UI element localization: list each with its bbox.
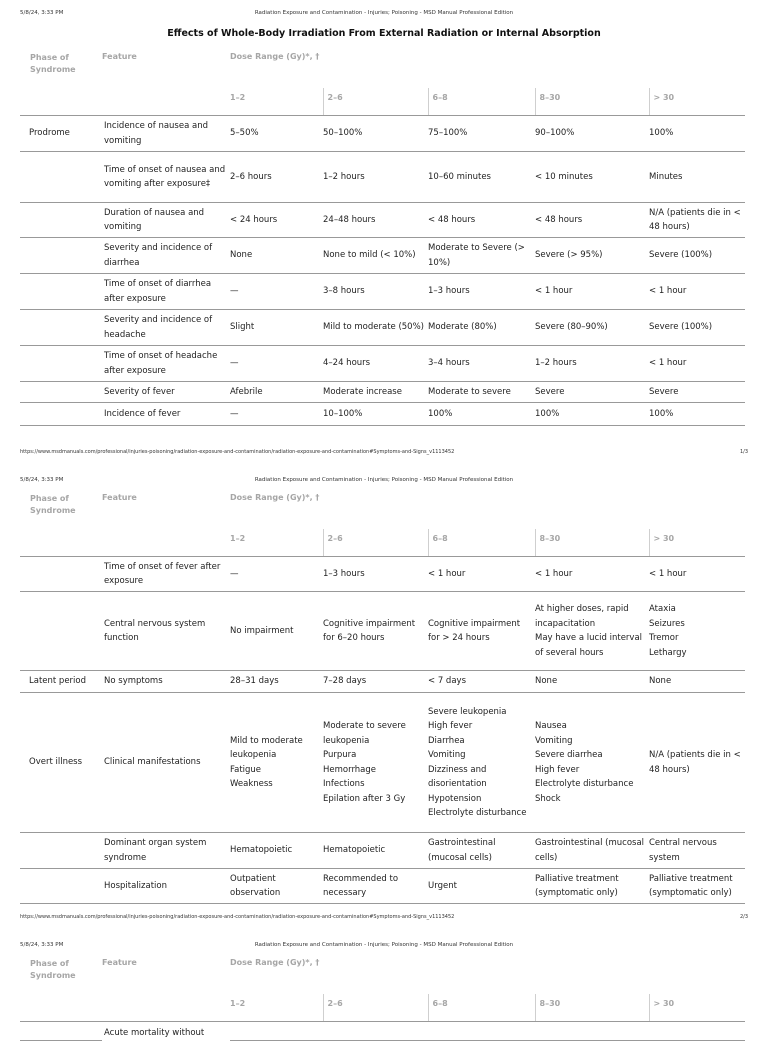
dose-cell: Gastrointestinal (mucosal cells): [535, 833, 649, 869]
dose-cell: Moderate to severe leukopenia Purpura Hemorrhage Infections Epilation after 3 Gy: [323, 693, 428, 833]
print-title: Radiation Exposure and Contamination - Injuries; Poisoning - MSD Manual Professional Edition: [254, 477, 514, 483]
table-row: [20, 346, 745, 382]
table-row: [20, 274, 745, 310]
dose-cell: < 7 days: [428, 671, 535, 693]
feature-cell: Acute mortality without: [104, 1028, 205, 1038]
phase-cell: [20, 833, 102, 869]
dose-cell: 3–8 hours: [323, 274, 428, 310]
header-feature: Feature: [102, 493, 137, 502]
dose-cell: 2–6 hours: [230, 152, 323, 203]
dose-cell: 5–50%: [230, 116, 323, 152]
dose-cell: 1–3 hours: [428, 274, 535, 310]
table-title: Effects of Whole-Body Irradiation From External Radiation or Internal Absorption: [167, 28, 601, 39]
header-feature: Feature: [102, 958, 137, 967]
table-row: [20, 382, 745, 403]
print-footer: [0, 914, 768, 924]
print-date: 5/8/24, 3:33 PM: [20, 942, 64, 948]
dose-cell: Slight: [230, 310, 323, 346]
dose-cell: 28–31 days: [230, 671, 323, 693]
dose-cell: Mild to moderate (50%): [323, 310, 428, 346]
feature-cell: Time of onset of fever after exposure: [102, 557, 230, 592]
dose-cell: Hematopoietic: [323, 833, 428, 869]
feature-cell: Severity of fever: [102, 382, 230, 403]
dose-cell: Cognitive impairment for > 24 hours: [428, 592, 535, 671]
dose-cell: 50–100%: [323, 116, 428, 152]
dose-cell: Severe: [535, 382, 649, 403]
feature-cell: Hospitalization: [102, 869, 230, 904]
dose-cell: < 48 hours: [428, 203, 535, 238]
dose-cell: 7–28 days: [323, 671, 428, 693]
dose-cell: Severe: [649, 382, 745, 403]
table-row: [20, 1022, 745, 1041]
header-feature: Feature: [102, 52, 137, 61]
dose-cell: < 10 minutes: [535, 152, 649, 203]
dose-cell: —: [230, 274, 323, 310]
dose-cell: N/A (patients die in < 48 hours): [649, 693, 745, 833]
phase-cell: [20, 592, 102, 671]
dose-cell: 4–24 hours: [323, 346, 428, 382]
dose-cell: Moderate to severe: [428, 382, 535, 403]
dose-cell: Cognitive impairment for 6–20 hours: [323, 592, 428, 671]
dose-cell: 1–2 hours: [323, 152, 428, 203]
header-range: 2–6: [323, 994, 428, 1022]
print-header: [0, 942, 768, 952]
header-range: 1–2: [230, 88, 323, 116]
table-row: [20, 869, 745, 904]
dose-cell: None to mild (< 10%): [323, 238, 428, 274]
phase-cell: Prodrome: [20, 116, 102, 152]
phase-cell: [20, 403, 102, 426]
phase-cell: [20, 869, 102, 904]
dose-cell: 3–4 hours: [428, 346, 535, 382]
dose-cell: 100%: [649, 403, 745, 426]
dose-cell: None: [649, 671, 745, 693]
header-range: 1–2: [230, 529, 323, 557]
dose-cell: < 1 hour: [649, 557, 745, 592]
print-footer: [0, 449, 768, 459]
feature-cell: Duration of nausea and vomiting: [102, 203, 230, 238]
dose-cell: Nausea Vomiting Severe diarrhea High fever Electrolyte disturbance Shock: [535, 693, 649, 833]
dose-cell: —: [230, 346, 323, 382]
header-range: 1–2: [230, 994, 323, 1022]
dose-cell: < 1 hour: [428, 557, 535, 592]
dose-cell: 1–3 hours: [323, 557, 428, 592]
table-header: [20, 952, 745, 1022]
dose-cell: Afebrile: [230, 382, 323, 403]
header-dose-range: Dose Range (Gy)*, †: [230, 52, 320, 61]
table-row: [20, 152, 745, 203]
feature-cell: Incidence of fever: [102, 403, 230, 426]
header-dose-range: Dose Range (Gy)*, †: [230, 958, 320, 967]
print-date: 5/8/24, 3:33 PM: [20, 10, 64, 16]
dose-cell: Severe leukopenia High fever Diarrhea Vomiting Dizziness and disorientation Hypotension Electrolyte disturbance: [428, 693, 535, 833]
dose-cell: 90–100%: [535, 116, 649, 152]
table-row: [20, 557, 745, 592]
phase-cell: [20, 382, 102, 403]
dose-cell: No impairment: [230, 592, 323, 671]
table-header: [20, 46, 745, 116]
table-row: [20, 238, 745, 274]
dose-cell: Central nervous system: [649, 833, 745, 869]
dose-cell: Severe (> 95%): [535, 238, 649, 274]
header-range: 6–8: [428, 994, 535, 1022]
phase-cell: [20, 274, 102, 310]
feature-cell: Incidence of nausea and vomiting: [102, 116, 230, 152]
dose-cell: 100%: [428, 403, 535, 426]
table-row: [20, 116, 745, 152]
footer-page-number: 2/3: [739, 914, 748, 920]
dose-cell: Severe (100%): [649, 238, 745, 274]
header-range: > 30: [649, 88, 745, 116]
radiation-effects-table-page1: [20, 46, 745, 426]
header-range: 2–6: [323, 529, 428, 557]
phase-cell: Latent period: [20, 671, 102, 693]
print-date: 5/8/24, 3:33 PM: [20, 477, 64, 483]
phase-cell: Overt illness: [20, 693, 102, 833]
dose-cell: At higher doses, rapid incapacitation May have a lucid interval of several hours: [535, 592, 649, 671]
dose-cell: Ataxia Seizures Tremor Lethargy: [649, 592, 745, 671]
radiation-effects-table-page3: [20, 952, 745, 1041]
dose-cell: < 48 hours: [535, 203, 649, 238]
header-range: > 30: [649, 529, 745, 557]
dose-cell: 100%: [649, 116, 745, 152]
phase-cell: [20, 557, 102, 592]
print-header: [0, 477, 768, 487]
phase-cell: [20, 238, 102, 274]
feature-cell: Clinical manifestations: [102, 693, 230, 833]
header-range: 6–8: [428, 529, 535, 557]
phase-cell: [20, 203, 102, 238]
header-phase: Phase of Syndrome: [30, 494, 76, 515]
dose-cell: Mild to moderate leukopenia Fatigue Weakness: [230, 693, 323, 833]
phase-cell: [20, 346, 102, 382]
dose-cell: Recommended to necessary: [323, 869, 428, 904]
table-row: [20, 592, 745, 671]
header-range: 8–30: [535, 88, 649, 116]
dose-cell: Outpatient observation: [230, 869, 323, 904]
print-title: Radiation Exposure and Contamination - Injuries; Poisoning - MSD Manual Professional Edition: [254, 10, 514, 16]
table-row: [20, 671, 745, 693]
dose-cell: Urgent: [428, 869, 535, 904]
dose-cell: < 24 hours: [230, 203, 323, 238]
dose-cell: 10–100%: [323, 403, 428, 426]
dose-cell: 24–48 hours: [323, 203, 428, 238]
feature-cell: No symptoms: [102, 671, 230, 693]
dose-cell: 10–60 minutes: [428, 152, 535, 203]
dose-cell: None: [535, 671, 649, 693]
phase-cell: [20, 152, 102, 203]
header-phase: Phase of Syndrome: [30, 53, 76, 74]
header-range: 8–30: [535, 529, 649, 557]
table-row: [20, 693, 745, 833]
header-phase: Phase of Syndrome: [30, 959, 76, 980]
dose-cell: Moderate increase: [323, 382, 428, 403]
table-row: [20, 403, 745, 426]
dose-cell: None: [230, 238, 323, 274]
feature-cell: Dominant organ system syndrome: [102, 833, 230, 869]
header-dose-range: Dose Range (Gy)*, †: [230, 493, 320, 502]
feature-cell: Time of onset of diarrhea after exposure: [102, 274, 230, 310]
feature-cell: Time of onset of nausea and vomiting after exposure‡: [102, 152, 230, 203]
table-row: [20, 310, 745, 346]
dose-cell: < 1 hour: [535, 274, 649, 310]
footer-page-number: 1/3: [739, 449, 748, 455]
dose-cell: Minutes: [649, 152, 745, 203]
dose-cell: —: [230, 403, 323, 426]
dose-cell: Severe (100%): [649, 310, 745, 346]
feature-cell: Central nervous system function: [102, 592, 230, 671]
dose-cell: 75–100%: [428, 116, 535, 152]
header-range: > 30: [649, 994, 745, 1022]
phase-cell: [20, 310, 102, 346]
table-row: [20, 833, 745, 869]
radiation-effects-table-page2: [20, 487, 745, 904]
dose-cell: N/A (patients die in < 48 hours): [649, 203, 745, 238]
dose-cell: Moderate (80%): [428, 310, 535, 346]
dose-cell: Severe (80–90%): [535, 310, 649, 346]
feature-cell: Severity and incidence of headache: [102, 310, 230, 346]
feature-cell: Severity and incidence of diarrhea: [102, 238, 230, 274]
header-range: 6–8: [428, 88, 535, 116]
dose-cell: 100%: [535, 403, 649, 426]
dose-cell: 1–2 hours: [535, 346, 649, 382]
header-range: 8–30: [535, 994, 649, 1022]
dose-cell: < 1 hour: [649, 274, 745, 310]
dose-cell: —: [230, 557, 323, 592]
header-range: 2–6: [323, 88, 428, 116]
dose-cell: Gastrointestinal (mucosal cells): [428, 833, 535, 869]
dose-cell: < 1 hour: [535, 557, 649, 592]
dose-cell: Hematopoietic: [230, 833, 323, 869]
table-header: [20, 487, 745, 557]
footer-url: https://www.msdmanuals.com/professional/injuries-poisoning/radiation-exposure-and-contamination/radiation-exposure-and-contamination#Symptoms-and-Signs_v1113452: [20, 449, 455, 455]
table-row: [20, 203, 745, 238]
print-title: Radiation Exposure and Contamination - Injuries; Poisoning - MSD Manual Professional Edition: [254, 942, 514, 948]
feature-cell: Time of onset of headache after exposure: [102, 346, 230, 382]
dose-cell: < 1 hour: [649, 346, 745, 382]
footer-url: https://www.msdmanuals.com/professional/injuries-poisoning/radiation-exposure-and-contamination/radiation-exposure-and-contamination#Symptoms-and-Signs_v1113452: [20, 914, 455, 920]
print-header: [0, 10, 768, 20]
dose-cell: Palliative treatment (symptomatic only): [649, 869, 745, 904]
dose-cell: Palliative treatment (symptomatic only): [535, 869, 649, 904]
dose-cell: Moderate to Severe (> 10%): [428, 238, 535, 274]
